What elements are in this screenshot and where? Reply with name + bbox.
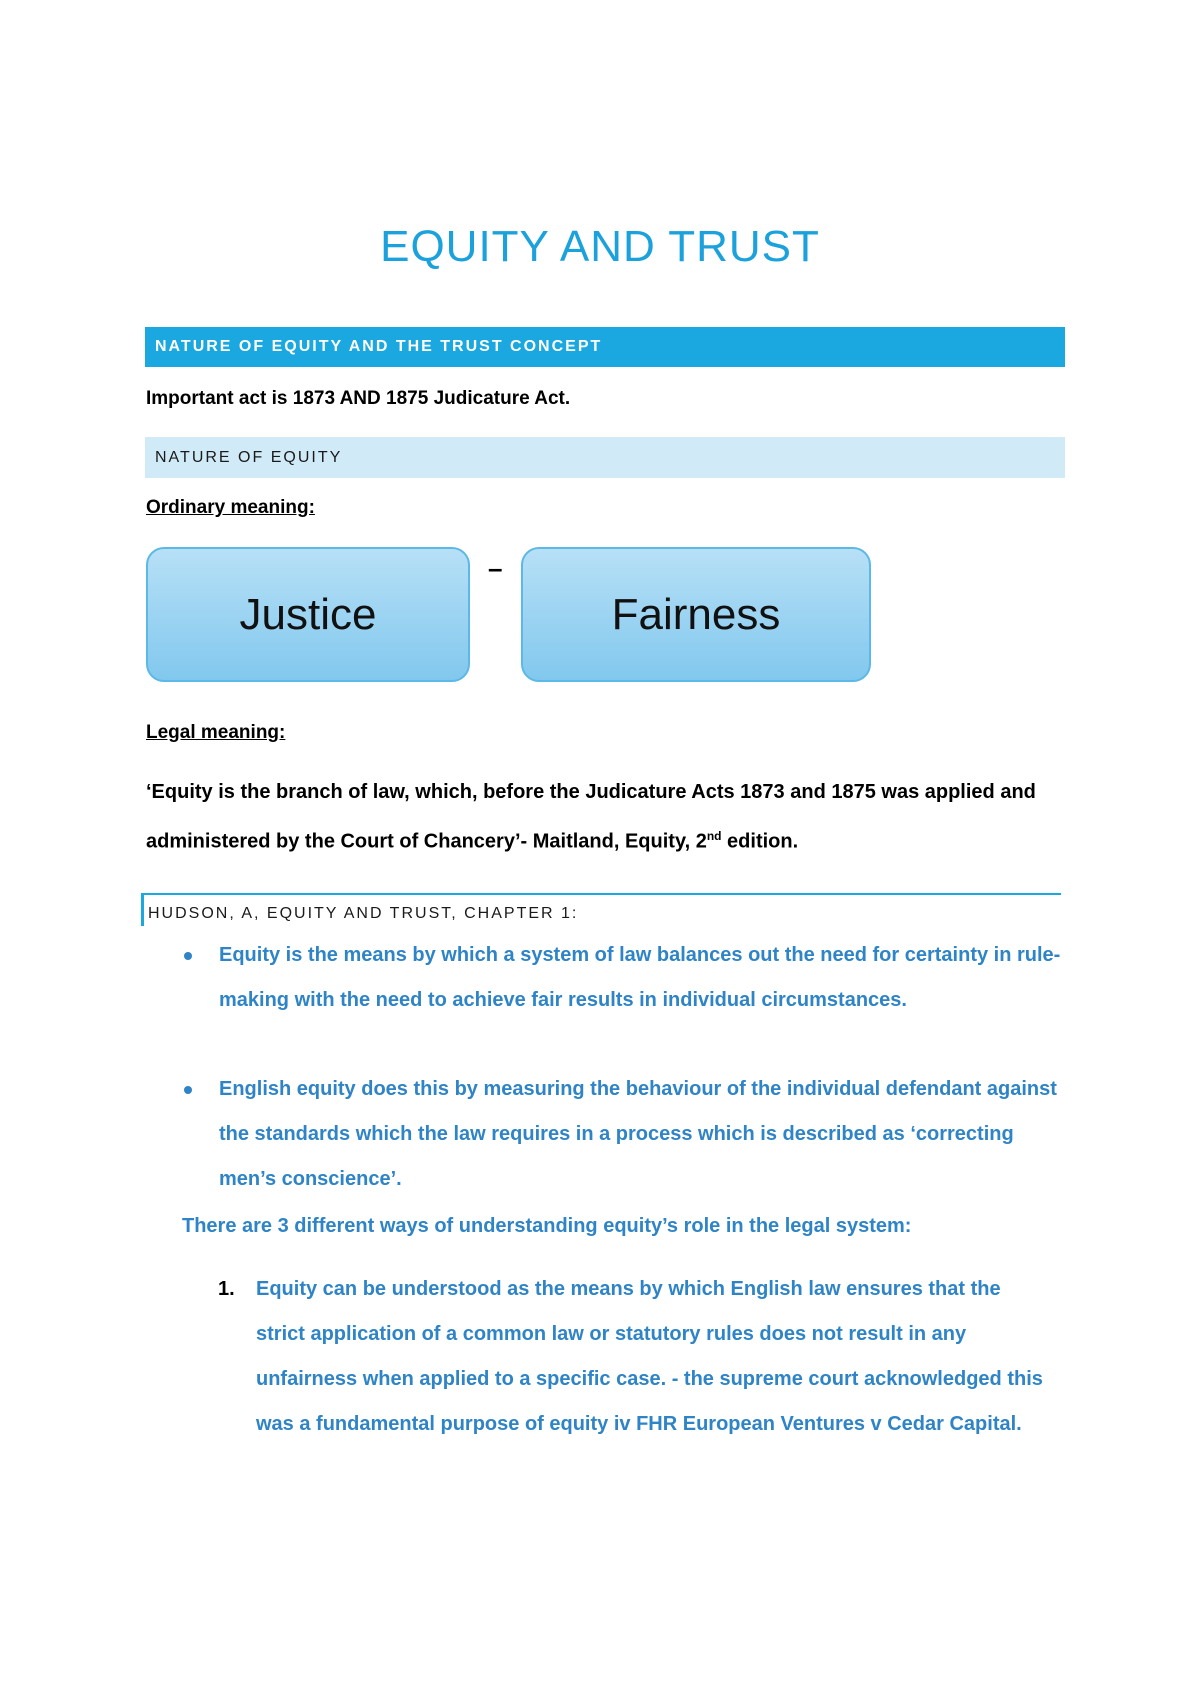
bullet-text: Equity is the means by which a system of law balances out the need for certainty in rule-making with the need to achieve fair results in individual circumstances. bbox=[219, 944, 1061, 1011]
numbered-item bbox=[218, 1267, 1048, 1447]
concept-separator: – bbox=[488, 553, 503, 583]
quote-superscript: nd bbox=[706, 829, 722, 843]
numbered-item-text: Equity can be understood as the means by which English law ensures that the strict application of a common law or statutory rules does not result in any unfairness when applied to a specific case. - the supreme court acknowledged this was a fundamental purpose of equity iv FHR European Ventures v Cedar Capital. bbox=[256, 1278, 1043, 1435]
item-number: 1. bbox=[218, 1278, 235, 1300]
quote-main: ‘Equity is the branch of law, which, before the Judicature Acts 1873 and 1875 was applied and administered by the Court of Chancery’- Maitland, Equity, 2 bbox=[146, 781, 1036, 853]
roles-intro-text: There are 3 different ways of understanding equity’s role in the legal system: bbox=[182, 1215, 912, 1237]
maitland-quote bbox=[146, 770, 1066, 864]
ordinary-meaning-label: Ordinary meaning: bbox=[146, 497, 315, 518]
section-heading-nature-of-equity-and-trust: NATURE OF EQUITY AND THE TRUST CONCEPT bbox=[145, 327, 1065, 367]
section-heading-nature-of-equity: NATURE OF EQUITY bbox=[145, 437, 1065, 478]
quote-end: edition. bbox=[721, 830, 799, 853]
section-heading-hudson: HUDSON, A, EQUITY AND TRUST, CHAPTER 1: bbox=[141, 893, 1061, 926]
bullet-icon bbox=[184, 1086, 192, 1094]
document-title: EQUITY AND TRUST bbox=[380, 222, 820, 271]
concept-box-fairness: Fairness bbox=[521, 547, 871, 682]
list-item bbox=[181, 933, 1061, 1023]
bullet-list-1 bbox=[181, 933, 1061, 1023]
bullet-text: English equity does this by measuring the behaviour of the individual defendant against the standards which the law requires in a process which is described as ‘correcting men’s conscience’. bbox=[219, 1078, 1057, 1190]
important-act-text: Important act is 1873 AND 1875 Judicature Act. bbox=[146, 388, 571, 409]
legal-meaning-label: Legal meaning: bbox=[146, 722, 286, 743]
list-item bbox=[181, 1067, 1061, 1202]
concept-box-justice: Justice bbox=[146, 547, 470, 682]
bullet-icon bbox=[184, 952, 192, 960]
bullet-list-2 bbox=[181, 1067, 1061, 1202]
